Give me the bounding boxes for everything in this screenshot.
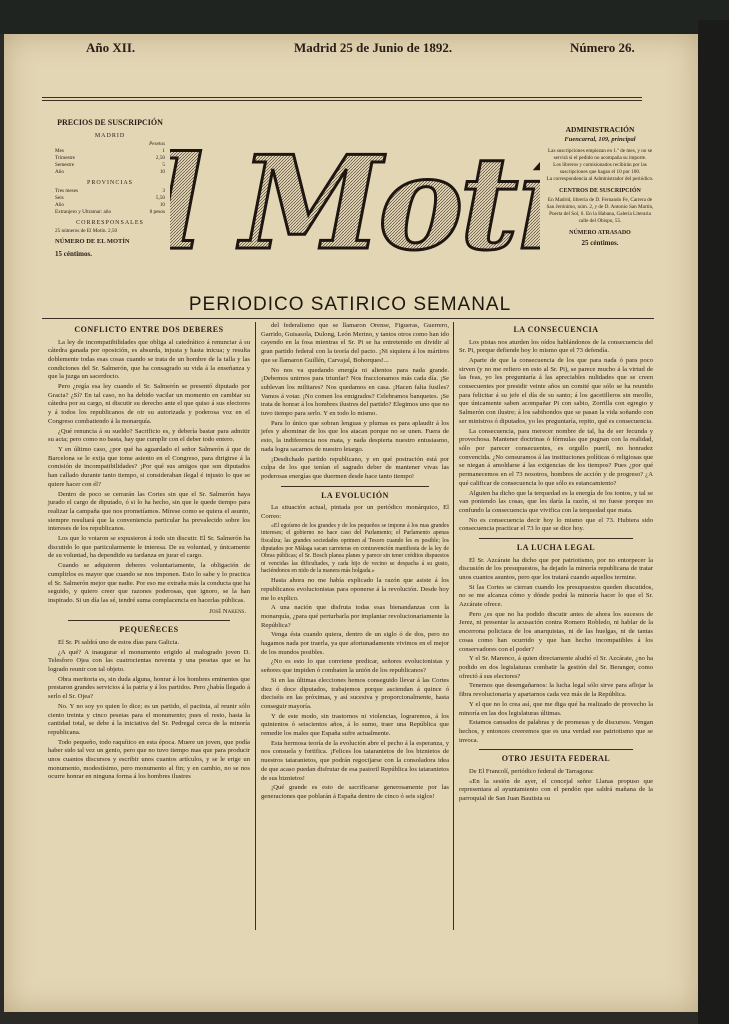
price-row: Trimestre 2,50 — [55, 154, 165, 161]
paragraph: Hasta ahora no me había explicado la razón que asiste á los republicanos evolucionistas para oponerse á la revolución. Desde hoy me lo explico. — [261, 577, 449, 602]
paragraph: No. Y no soy yo quien lo dice; es un partido, el pactista, al reunir sólo ciento treinta y cinco pesetas para el monumento; pues el resto, hasta la cantidad total, se debe á la iniciativa del Sr. Pedregal cerca de la minoría republicana. — [48, 702, 250, 736]
paragraph: Alguien ha dicho que la terquedad es la energía de los tontos, y tal se van poniendo las cosas, que les daría la razón, si no fuese porque no confundo la consecuencia que vivifica con la terquedad que mata. — [459, 489, 653, 514]
paragraph: Si las Cortes se cierran cuando los presupuestos queden discutidos, no se me alcanza cómo y dónde podrá la minoría hacer lo que el Sr. Azcárate ofrece. — [459, 583, 653, 609]
price-row: Tres meses 3 — [55, 188, 165, 195]
section-divider — [479, 538, 633, 539]
paragraph: Pero ¿es que no ha podido discutir antes de ahora los sucesos de Jerez, ni presentar la acusación contra Romero Robledo, ni hablar de la encerrona policiaca de los anarquistas, ni de las huelgas, ni de tantas cosas como han ocurrido y que han hecho incompatibles á los conservadores con el poder? — [459, 610, 653, 653]
paragraph: Y el que no lo crea así, que me diga qué ha realizado de provecho la minoría en las dos legislaturas últimas. — [459, 700, 653, 717]
paragraph: A una nación que disfruta todas esas bienandanzas con la monarquía, ¿para qué perturbarla por implantar revolucionariamente la República? — [261, 604, 449, 629]
administration-text-2: Los libreros y comisionados recibirán por las suscripciones que hagan el 10 por 100. — [553, 161, 647, 175]
madrid-label: MADRID — [94, 132, 126, 139]
signature: José Nakens. — [209, 607, 246, 615]
header-row — [40, 40, 699, 60]
article-title-lucha-legal: LA LUCHA LEGAL — [516, 543, 596, 553]
subscription-prices-left — [55, 118, 165, 259]
paragraph: ¿Qué renuncia á su sueldo? Sacrificio es, y debería bastar para admitir su acta; pero como no basta, hay que cumplir con el deber todo entero. — [48, 427, 250, 444]
header-rule-2 — [42, 100, 642, 101]
paragraph: Venga ésta cuando quiera, dentro de un siglo ó de dos, pero no hagamos nada por traerla, ya que afortunadamente vivimos en el mejor de los mundos posibles. — [261, 631, 449, 656]
centers-text: En Madrid, librería de D. Fernando Fe, Carrera de San Jerónimo, núm. 2, y de D. Antonio San Martín, Puerta del Sol, 6. En la Habana, Galería Literaria calle del Obispo, 55. — [546, 197, 654, 225]
issue-label: NÚMERO DE EL MOTÍN — [55, 238, 130, 246]
price-row: Seis 5,50 — [55, 195, 165, 202]
administration-text-3: La correspondencia al Administrador del periódico. — [546, 175, 654, 182]
el-motin-logo-art — [170, 108, 540, 288]
section-divider — [281, 486, 429, 487]
masthead-logo — [170, 108, 540, 288]
paragraph: La situación actual, pintada por un periódico monárquico, El Correo: — [261, 504, 449, 520]
pesetas-label: Pesetas — [149, 140, 165, 147]
paragraph: Los pistas nos aturden los oídos hablándonos de la consecuencia del Sr. Pi, porque defiende hoy lo mismo que el 73 defendía. — [459, 338, 653, 355]
paragraph: Cuando se adquieren deberes voluntariamente, la obligación de cumplirlos es mayor que cuando se nos imponen. Esto lo sabe y lo practica el Sr. Salmerón mejor que nadie. Por eso me extraña más la conducta que ha seguido, y quiero creer que razones poderosas, que ignoro, se la han inspirado. Si un día las sé, tendré suma complacencia en hacerlas públicas. — [48, 562, 250, 604]
paragraph: No nos va quedando energía ni alientos para nada grande. ¡Debemos unirnos para triunfar? Nos fraccionamos más cada día. ¡Se sublevan los militares? Nos quedamos en casa. ¡Hacen falta fusiles? Vamos á votar. ¡No comen los emigrados? Celebramos banquetes. ¡Se trata de honrar á los hombres ilustres del partido? Elegimos uno que no tuvo tiempo para serlo. Y en todo lo mismo. — [261, 366, 449, 418]
paragraph: «En la sesión de ayer, el concejal señor Llanas propuso que representara al ayuntamiento con el pendón que saldrá mañana de la parroquial de San Juan Bautista su — [459, 777, 653, 802]
paragraph: De El Francolí, periódico federal de Tarragona: — [469, 767, 594, 775]
masthead-rule — [42, 318, 654, 319]
column-1 — [48, 322, 250, 783]
correspondents-label: CORRESPONSALES — [76, 220, 144, 227]
paragraph: del federalismo que se llamaron Orense, Figueras, Guerrero, Garrido, Guisasola, Dulong, León Merino, y tantos otros como han ido cayendo en la fosa mientras el Sr. Pi se ha entretenido en dividir al gran partido federal con la teoría del pacto. ¡Ni siquiera á los mártires que se llamaron Guillén, Carvajal, Bohorques!... — [261, 322, 449, 364]
article-title-consecuencia: LA CONSECUENCIA — [513, 325, 599, 334]
section-divider — [68, 620, 230, 621]
column-divider-1 — [255, 322, 256, 930]
section-divider — [479, 749, 633, 750]
administration-heading: ADMINISTRACIÓN — [565, 125, 635, 134]
correspondents-text: 25 números de El Motín. 2,50 — [55, 228, 118, 235]
paragraph: Si en las últimas elecciones hemos conseguido llevar á las Cortes diez ó doce diputados, trabajemos porque asciendan á quince ó dieciséis en las próximas, y así sucesiva y proporcionalmente, hasta conseguir mayoría. — [261, 676, 449, 710]
column-3 — [459, 322, 653, 805]
paragraph: La consecuencia, para merecer nombre de tal, ha de ser fecunda y provechosa. Mantener doctrinas ó fórmulas que pugnan con la realidad, sólo por parecer consecuentes, es orgullo pueril, no honradez convencida. ¿No censuramos á las instituciones políticas ó religiosas que se niegan á amoldarse á las exigencias de los tiempos? Pues ¿por qué permanecemos en el 73 nosotros, hombres de acción y de progreso? ¿A qué calificar de consecuencia lo que sólo es estancamiento? — [459, 427, 653, 487]
masthead-title: Mot — [240, 129, 515, 279]
paragraph: Pero ¿regía esa ley cuando el Sr. Salmerón se presentó diputado por Gracia? ¿Sí? En tal caso, no ha debido vacilar un momento en cambiar su cátedra por su cargo, ni discutir su derecho ante el que quiso á sus electores y á todos los republicanos de oir su autorizada y poderosa voz en el Congreso combatiendo á la monarquía. — [48, 383, 250, 425]
paragraph: No es consecuencia decir hoy lo mismo que el 73. Hubiera sido consecuencia practicar el 73 lo que se dice hoy. — [459, 516, 653, 533]
column-2 — [261, 322, 449, 803]
paragraph: ¡Desdichado partido republicano, y en qué postración está por culpa de los que tenían el sagrado deber de mantener vivas las poderosas energías que duermen desde hace tanto tiempo! — [261, 455, 449, 480]
paragraph: Estamos cansados de palabras y de promesas y de discursos. Vengan hechos, y entonces creeremos que es una verdad ese patriotismo que se invoca. — [459, 719, 653, 744]
back-issue-price: 25 céntimos. — [581, 239, 619, 248]
column-divider-2 — [453, 322, 454, 930]
article-title-conflicto: CONFLICTO ENTRE DOS DEBERES — [74, 325, 224, 334]
paragraph: El Sr. Pi saldrá uno de estos días para Galicia. — [58, 638, 180, 646]
article-title-evolucion: LA EVOLUCIÓN — [321, 490, 389, 500]
issue-price: 15 céntimos. — [55, 250, 92, 258]
scan-top-border — [0, 0, 729, 34]
paragraph: La ley de incompatibilidades que obliga al catedrático á renunciar á su cátedra ganada por oposición, es absurda, injusta y hasta inicua; y resulta doblemente todas esas cosas cuando se trata de un hombre de la talla y las condiciones del Sr. Salmerón, que ha consagrado su vida á la enseñanza y que la juzga un sacerdocio. — [48, 338, 250, 381]
paragraph: Obra meritoria es, sin duda alguna, honrar á los hombres eminentes que prestaron grandes servicios á la patria y á los partidos. Pero ¿había llegado á serlo el Sr. Ojea? — [48, 675, 250, 701]
price-row: Mes 1 — [55, 147, 165, 154]
masthead-subtitle: PERIODICO SATIRICO SEMANAL — [188, 294, 512, 315]
paragraph: Y de este modo, sin trastornos ni violencias, lograremos, á los quinientos ó seiscientos años, á lo sumo, traer una República que remedie los males que España sufre actualmente. — [261, 712, 449, 738]
price-row: Extranjero y Ultramar: año 8 pesos — [55, 209, 165, 216]
scan-right-border — [698, 20, 729, 1024]
paragraph: ¿No es esto lo que conviene predicar, señores evolucionistas y señores que impiden ó combaten la unión de los republicanos? — [261, 658, 449, 675]
paragraph: ¡Qué grande es esto de sacrificarse generosamente por las generaciones que poblarán á España dentro de cinco ó seis siglos! — [261, 784, 449, 800]
paragraph: Aparte de que la consecuencia de los que para nada ó para poco sirven (y no me refiero en esto al Sr. Pi), se parece mucho á la virtud de las feas, yo les preguntaría á las apreciables nulidades que se creen consecuentes por presidir veinte años un comité que sólo se ha reunido para felicitar á su jefe el día de su santo; á los gacetilleros sin meollo, que únicamente saben acompañar Pi con sabio, Zorrilla con egregio y Salmerón con ilustre; á los sabihondos que se pasan la vida soñando con ser ministros ó diputados, yo les preguntaría, repito, qué es consecuencia. — [459, 356, 653, 425]
price-row: Semestre 5 — [55, 161, 165, 168]
paragraph: Dentro de poco se cerrarán las Cortes sin que el Sr. Salmerón haya jurado el cargo de diputado, ó si lo ha hecho, sin que le quede tiempo para realizar la campaña que nos prometíamos. Mírese como se quiera el asunto, siempre resultará que la conveniencia particular ha prevalecido sobre los intereses de los republicanos. — [48, 490, 250, 533]
provinces-label: PROVINCIAS — [86, 179, 133, 186]
centers-label: CENTROS DE SUSCRIPCIÓN — [559, 187, 641, 194]
administration-text-1: Las suscripciones empiezan en 1.º de mes, y no se servirá si el pedido no acompaña su importe. — [547, 147, 653, 161]
paragraph: Y el Sr. Marenco, á quien directamente aludió el Sr. Azcárate, ¿no ha podido en dos legislaturas combatir la gestión del Sr. Beranger, como ofreció á sus electores? — [459, 655, 653, 680]
date-label: Madrid 25 de Junio de 1892. — [294, 40, 453, 55]
article-title-jesuita: OTRO JESUITA FEDERAL — [501, 754, 611, 764]
administration-address: Fuencarral, 109, principal — [564, 136, 636, 144]
paragraph: Y en último caso, ¿por qué ha aguardado el señor Salmerón á que de Barcelona se le exija que tome asiento en el Congreso, para dirigirse á la comisión de incompatibilidades? ¡Por qué sus amigos que son diputados han callado durante tanto tiempo, si consideraban ilegal é injusto lo que se quiere hacer con él? — [48, 445, 250, 488]
paragraph: Tenemos que desengañarnos: la lucha legal sólo sirve para aflojar la fibra revolucionaria y apartarnos cada vez más de la República. — [459, 682, 653, 699]
paragraph: Todo pequeño, todo raquítico en esta época. Muere un joven, que podía haber sido tal vez un genio, pero que no tuvo tiempo mas que para producir unos cuantos discursos y escribir unos cuantos artículos, y se le erige un monumento, modestísimo, pero monumento al fin; y en cambio, no se nos ocurre honrar en ninguna forma á los hombres ilustres — [48, 738, 250, 781]
price-row: Año 10 — [55, 202, 165, 209]
paragraph: El Sr. Azcárate ha dicho que por patriotismo, por no entorpecer la discusión de los presupuestos, ha dejado la minoría republicana de tratar unos cuantos asuntos, pero que los tratará cuando aquellos termine. — [459, 556, 653, 581]
paragraph: Esta hermosa teoría de la evolución abre el pecho á la esperanza, y nos consuela y fortifica. ¡Felices los tataranietos de los biznietos de nuestros tataranietos, que podrán regocijarse con la consoladora idea de que acaso puedan disfrutar de esa pastoril República los tataranietos de sus biznietos! — [261, 739, 449, 782]
paragraph: Los que lo votaron se expusieron á todo sin discutir. El Sr. Salmerón ha discutido lo que particularmente le interesa. De su voluntad, y únicamente de su voluntad, ha dependido su tardanza en jurar el cargo. — [48, 535, 250, 560]
issue-number: Número 26. — [570, 40, 635, 55]
article-title-pequeneces: PEQUEÑECES — [119, 625, 179, 635]
administration-box-right — [545, 125, 655, 249]
paragraph: ¿A qué? A inaugurar el monumento erigido al malogrado joven D. Telesforo Ojea con las cuatrocientas noventa y una pesetas que se ha logrado reunir con tal objeto. — [48, 648, 250, 673]
subscription-heading: PRECIOS DE SUSCRIPCIÓN — [57, 118, 163, 127]
back-issue-label: NÚMERO ATRASADO — [569, 230, 631, 237]
paragraph: «El egoísmo de los grandes y de los pequeños se impone á los mas grandes intereses; el gobierno no hace caso del Parlamento; el Parlamento apenas fiscaliza; las grandes sociedades oprimen al Tesoro cuando les es posible; los diputados por Málaga sacan carreteras en contravención manifiesta de la ley de Obras públicas; el Sr. Bosch planea planes y parece sin tener créditos dispuestos ni vencidas las dificultades, y cada hijo de vecino se despacha á su gusto, haciéndonos en nido de la manera más holgada.» — [261, 522, 449, 575]
price-row: Año 10 — [55, 168, 165, 175]
paragraph: Para lo único que sobran lenguas y plumas es para aplaudir á los jefes y abominar de los que los atacan porque no se unen. Fuera de esto, la indiferencia nos mata, y nada despierta nuestro entusiasmo, nada logra sacarnos de nuestro letargo. — [261, 419, 449, 453]
header-rule — [42, 97, 642, 98]
year-label: Año XII. — [86, 40, 136, 55]
